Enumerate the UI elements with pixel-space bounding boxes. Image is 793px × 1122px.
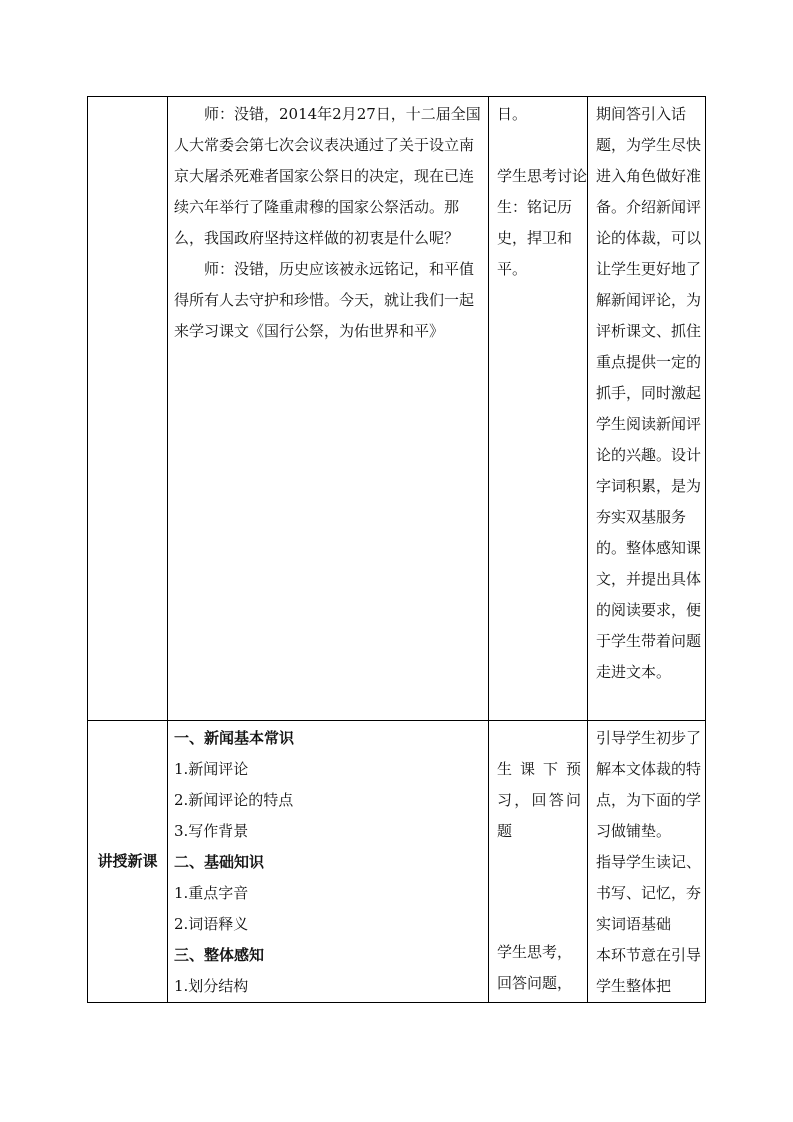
lesson-plan-table <box>87 96 706 1003</box>
stage-label-cell <box>88 97 168 721</box>
list-item: 1.重点字音 <box>174 884 249 902</box>
intent-text: 期间答引入话题，为学生尽快进入角色做好准备。介绍新闻评论的体裁，可以让学生更好地了解新闻评论，为评析课文、抓住重点提供一定的抓手，同时激起学生阅读新闻评论的兴趣。设计字词积累，是为夯实双基服务的。整体感知课文，并提出具体的阅读要求，便于学生带着问题走进文本。 <box>596 105 702 681</box>
student-activity-cell <box>489 97 588 721</box>
list-item: 1.划分结构 <box>174 977 249 995</box>
teacher-activity-cell <box>168 97 489 721</box>
section-heading: 一、新闻基本常识 <box>174 729 295 747</box>
student-activity-cell <box>489 721 588 1003</box>
list-item: 1.新闻评论 <box>174 760 249 778</box>
list-item: 2.词语释义 <box>174 915 249 933</box>
design-intent-cell <box>588 721 706 1003</box>
intent-text: 本环节意在引导学生整体把 <box>596 946 702 995</box>
section-heading: 二、基础知识 <box>174 853 265 871</box>
student-text: 生课下预习，回答问题 <box>497 760 581 840</box>
teacher-paragraph: 师：没错，2014年2月27日，十二届全国人大常委会第七次会议表决通过了关于设立南京大屠杀死难者国家公祭日的决定，现在已连续六年举行了隆重肃穆的国家公祭活动。那么，我国政府坚持这样做的初衷是什么呢？ <box>174 105 481 247</box>
list-item: 3.写作背景 <box>174 822 249 840</box>
intent-text: 引导学生初步了解本文体裁的特点，为下面的学习做铺垫。 <box>596 729 702 840</box>
table-row <box>88 721 706 1003</box>
section-heading: 三、整体感知 <box>174 946 265 964</box>
student-text: 生：铭记历史，捍卫和平。 <box>497 198 573 278</box>
table-row <box>88 97 706 721</box>
student-text: 学生思考，回答问题， <box>497 943 573 992</box>
teacher-activity-cell <box>168 721 489 1003</box>
student-text: 学生思考讨论 <box>497 167 588 185</box>
student-text: 日。 <box>497 105 528 123</box>
list-item: 2.新闻评论的特点 <box>174 791 294 809</box>
intent-text: 指导学生读记、书写、记忆，夯实词语基础 <box>596 853 702 933</box>
stage-label: 讲授新课 <box>97 852 158 870</box>
stage-label-cell <box>88 721 168 1003</box>
design-intent-cell <box>588 97 706 721</box>
teacher-paragraph: 师：没错，历史应该被永远铭记，和平值得所有人去守护和珍惜。今天，就让我们一起来学习课文《国行公祭，为佑世界和平》 <box>174 260 475 340</box>
